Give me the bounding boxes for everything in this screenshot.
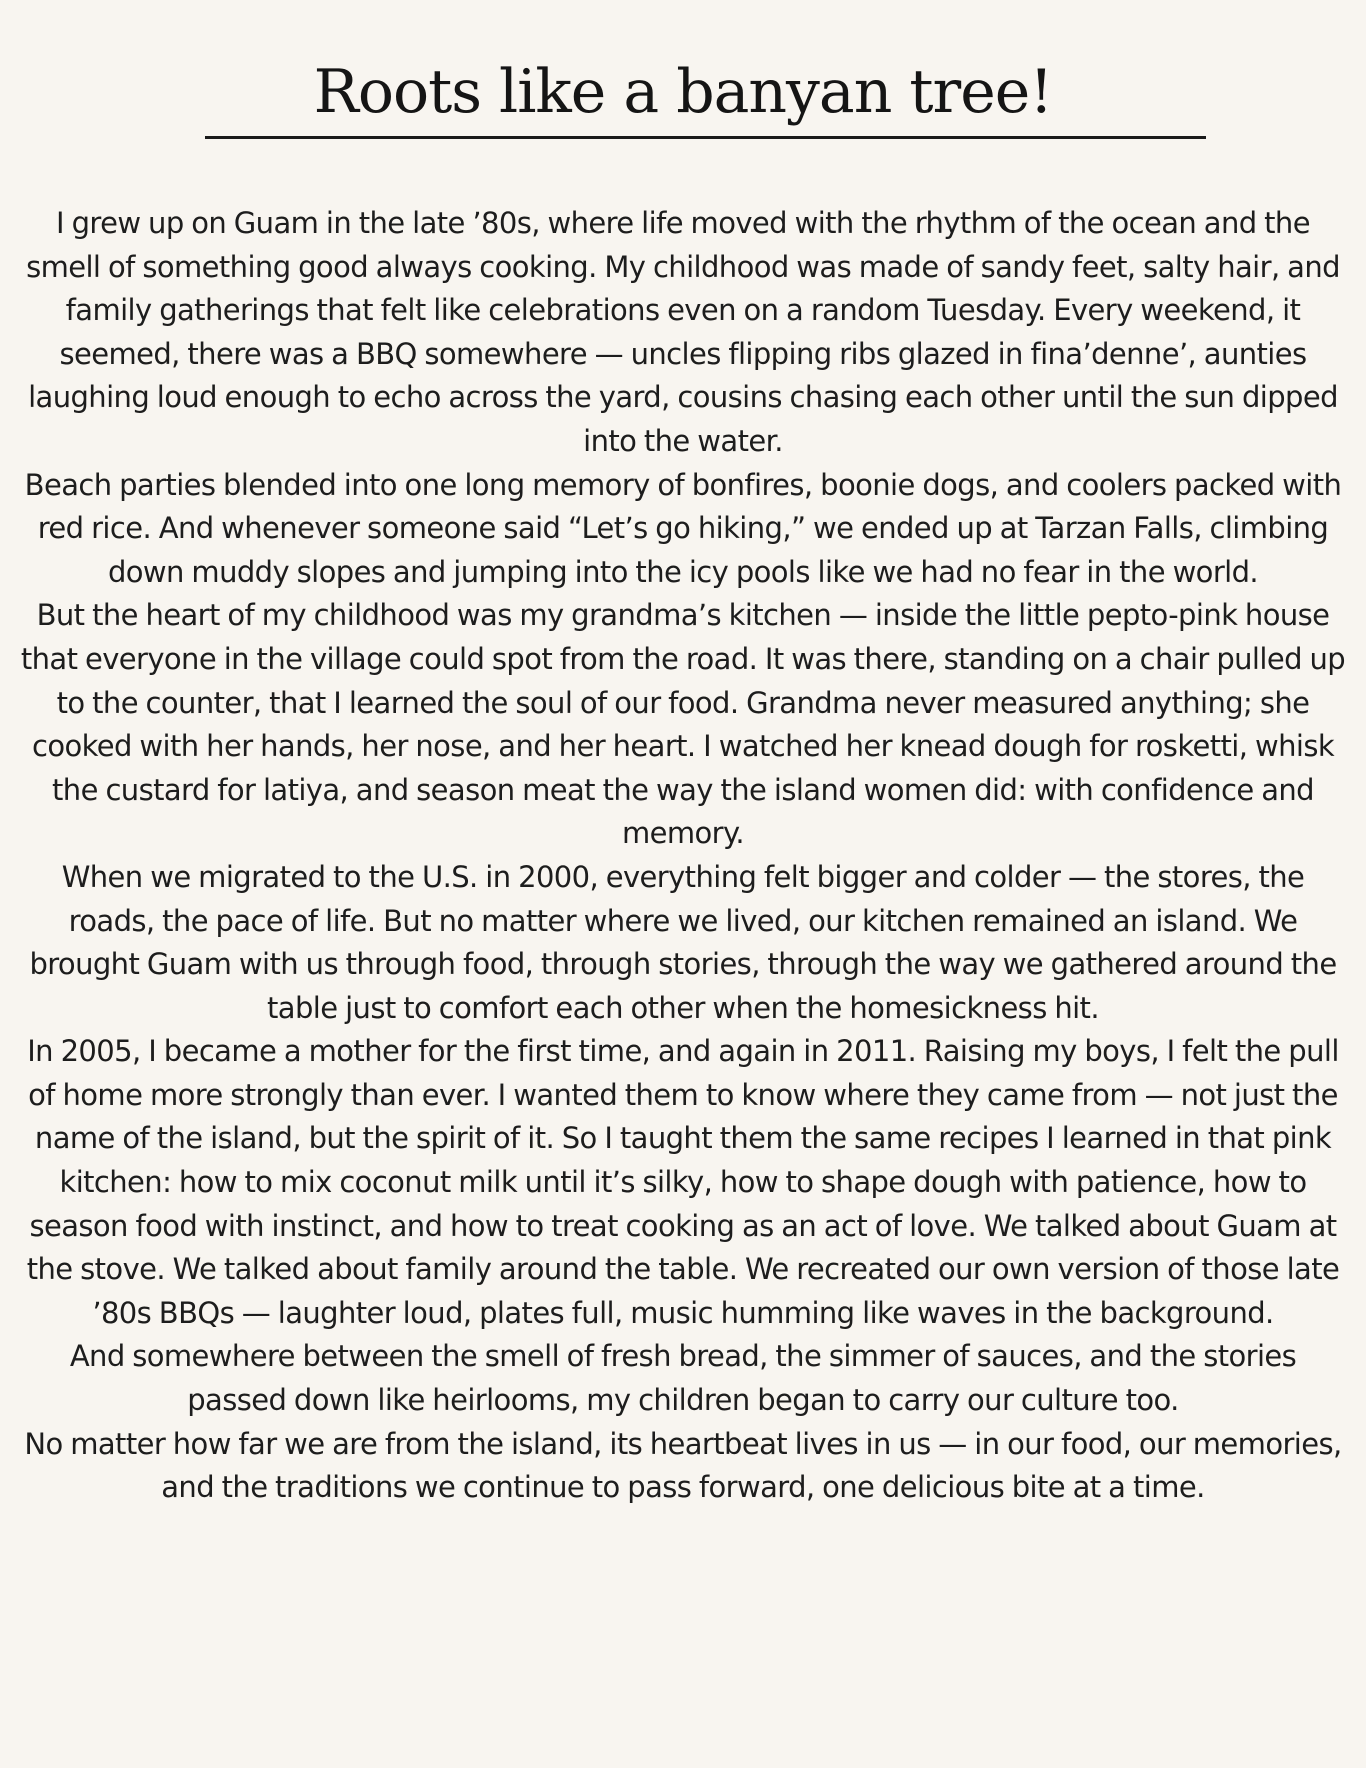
paragraph: No matter how far we are from the island, its heartbeat lives in us — in our food, our memories, and the traditions we continue to pass forward, one delicious bite at a time. <box>24 1426 1342 1505</box>
paragraph: In 2005, I became a mother for the first time, and again in 2011. Raising my boys, I felt the pull of home more strongly than ever. I wanted them to know where they came from — not just the name of the island, but the spirit of it. So I taught them the same recipes I learned in that pink kitchen: how to mix coconut milk until it’s silky, how to shape dough with patience, how to season food with instinct, and how to treat cooking as an act of love. We talked about Guam at the stove. We talked about family around the table. We recreated our own version of those late ’80s BBQs — laughter loud, plates full, music humming like waves in the background. <box>26 1034 1340 1330</box>
page-title: Roots like a banyan tree! <box>313 57 1053 127</box>
paragraph: When we migrated to the U.S. in 2000, everything felt bigger and colder — the stores, the roads, the pace of life. But no matter where we lived, our kitchen remained an island. We brought Guam with us through food, through stories, through the way we gathered around the table just to comfort each other when the homesickness hit. <box>29 859 1337 1025</box>
paragraph: But the heart of my childhood was my grandma’s kitchen — inside the little pepto-pink house that everyone in the village could spot from the road. It was there, standing on a chair pulled up to the counter, that I learned the soul of our food. Grandma never measured anything; she cooked with her hands, her nose, and her heart. I watched her knead dough for rosketti, whisk the custard for latiya, and season meat the way the island women did: with confidence and memory. <box>20 598 1346 851</box>
paragraph: Beach parties blended into one long memory of bonfires, boonie dogs, and coolers packed with red rice. And whenever someone said “Let’s go hiking,” we ended up at Tarzan Falls, climbing down muddy slopes and jumping into the icy pools like we had no fear in the world. <box>24 467 1342 589</box>
paragraph: I grew up on Guam in the late ’80s, where life moved with the rhythm of the ocean and the smell of something good always cooking. My childhood was made of sandy feet, salty hair, and family gatherings that felt like celebrations even on a random Tuesday. Every weekend, it seemed, there was a BBQ somewhere — uncles flipping ribs glazed in fina’denne’, aunties laughing loud enough to echo across the yard, cousins chasing each other until the sun dipped into the water. <box>26 206 1340 458</box>
title-underline <box>205 136 1206 139</box>
paragraph: And somewhere between the smell of fresh bread, the simmer of sauces, and the stories passed down like heirlooms, my children began to carry our culture too. <box>69 1339 1297 1418</box>
story-body <box>18 202 1348 1510</box>
